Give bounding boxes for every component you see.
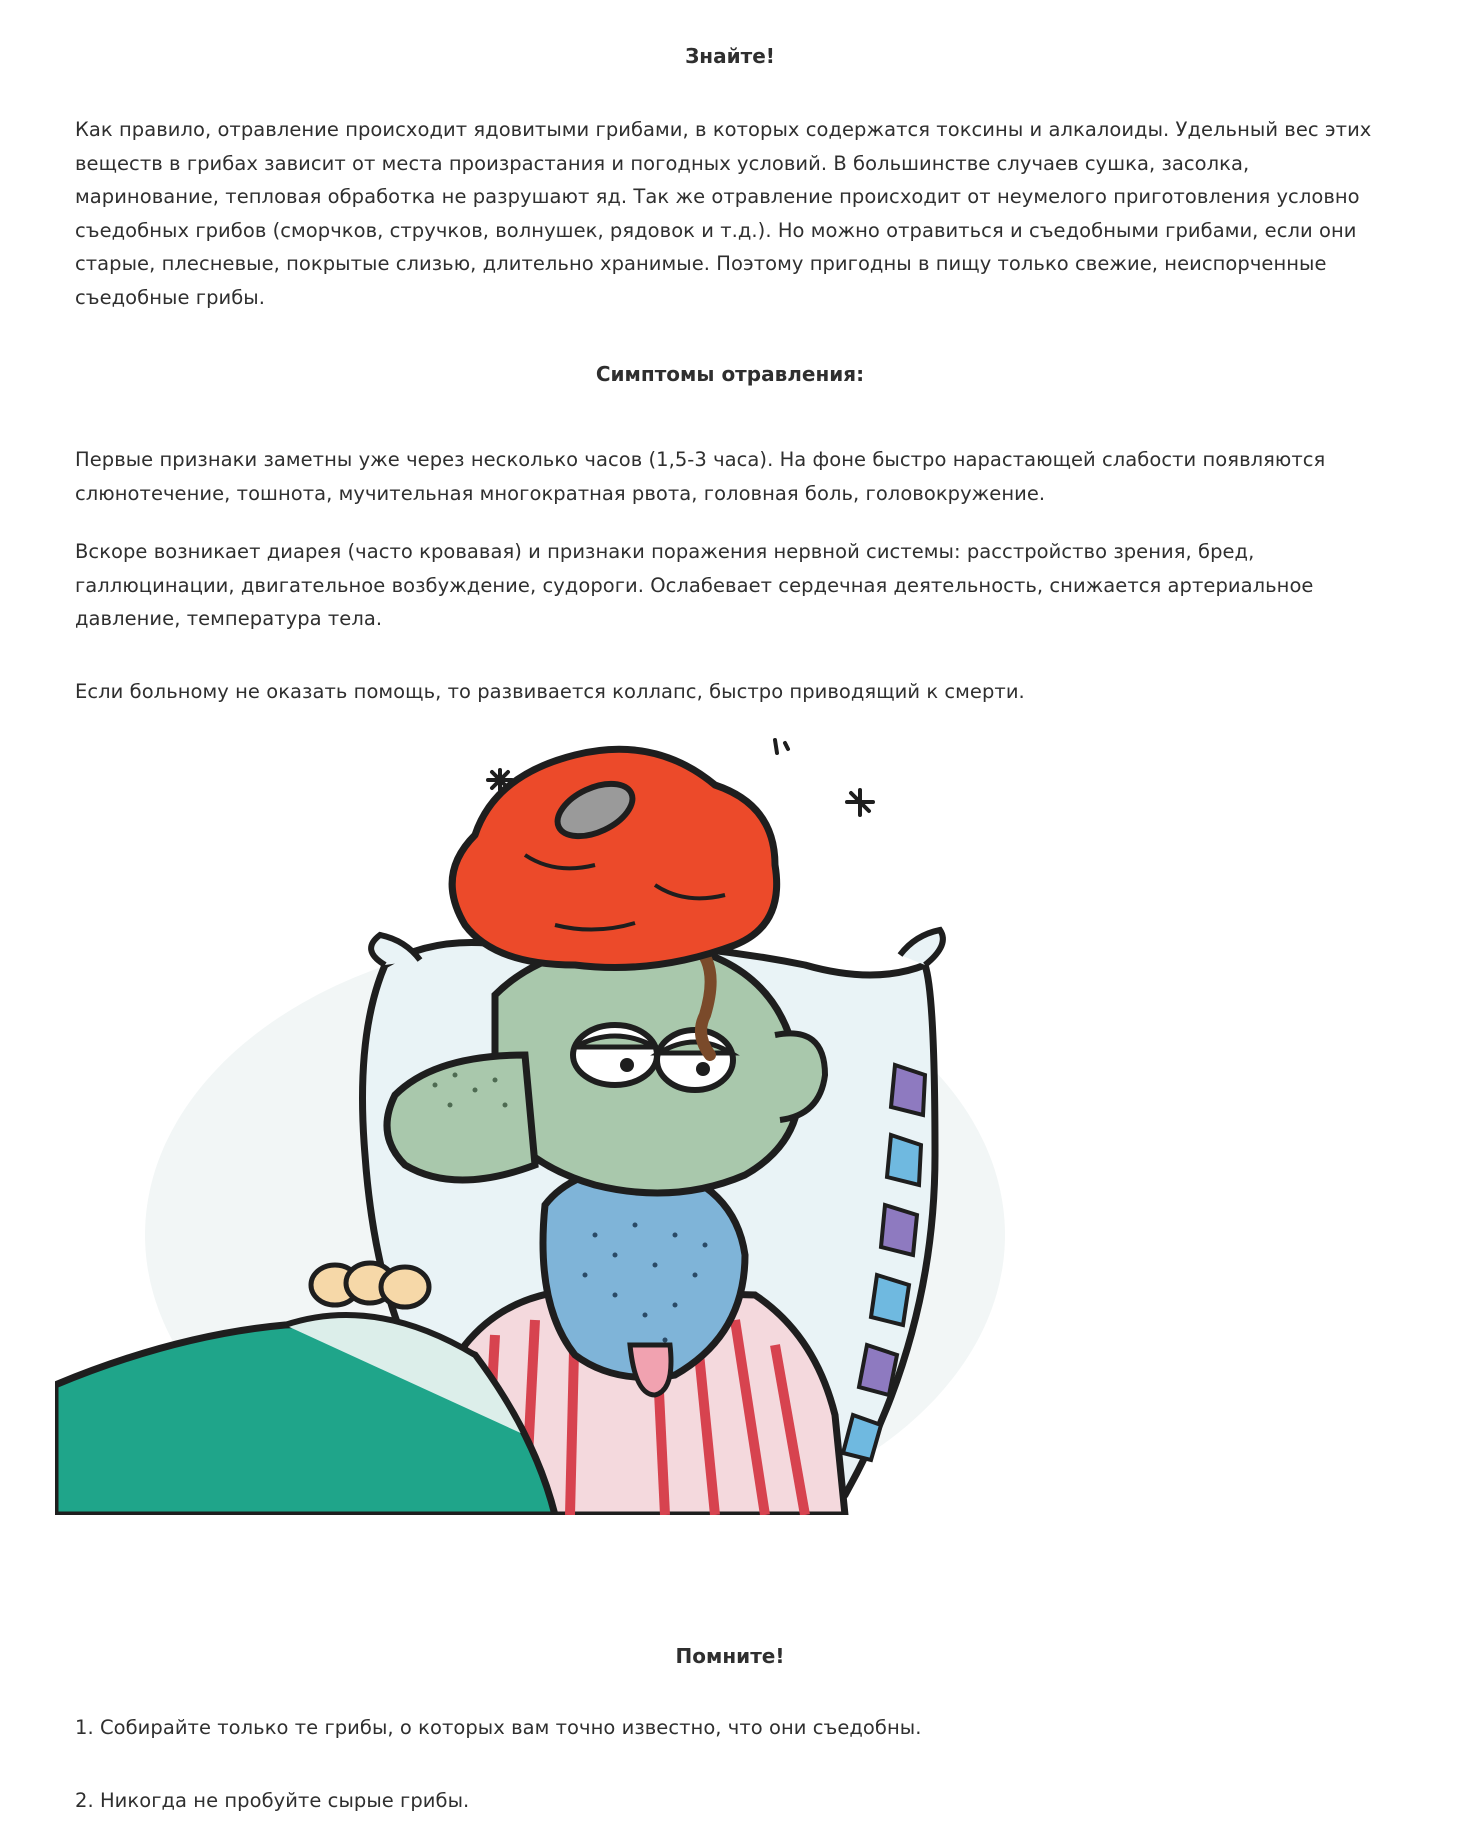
symptoms-paragraph-2: Вскоре возникает диарея (часто кровавая) и признаки поражения нервной системы: расстройство зрения, бред, галлюцинации, двигательное возбуждение, судороги. Ослабевает сердечная деятельность, снижается артериальное давление, температура тела. (75, 540, 1314, 631)
heading-symptoms: Симптомы отравления: (595, 362, 865, 386)
rule-item-2: 2. Никогда не пробуйте сырые грибы. (75, 1789, 470, 1812)
heading-know: Знайте! (685, 44, 775, 68)
symptoms-paragraph-1: Первые признаки заметны уже через несколько часов (1,5-3 часа). На фоне быстро нарастающей слабости появляются слюнотечение, тошнота, мучительная многократная рвота, головная боль, головокружение. (75, 448, 1326, 505)
symptoms-paragraph-3: Если больному не оказать помощь, то развивается коллапс, быстро приводящий к смерти. (75, 680, 1025, 703)
intro-paragraph: Как правило, отравление происходит ядовитыми грибами, в которых содержатся токсины и алкалоиды. Удельный вес этих веществ в грибах зависит от места произрастания и погодных условий. В большинстве случаев сушка, засолка, маринование, тепловая обработка не разрушают яд. Так же отравление происходит от неумелого приготовления условно съедобных грибов (сморчков, стручков, волнушек, рядовок и т.д.). Но можно отравиться и съедобными грибами, если они старые, плесневые, покрытые слизью, длительно хранимые. Поэтому пригодны в пищу только свежие, неиспорченные съедобные грибы. (75, 118, 1372, 309)
sick-man-illustration (55, 735, 1035, 1515)
rule-item-1: 1. Собирайте только те грибы, о которых вам точно известно, что они съедобны. (75, 1716, 922, 1739)
heading-remember: Помните! (675, 1644, 785, 1668)
